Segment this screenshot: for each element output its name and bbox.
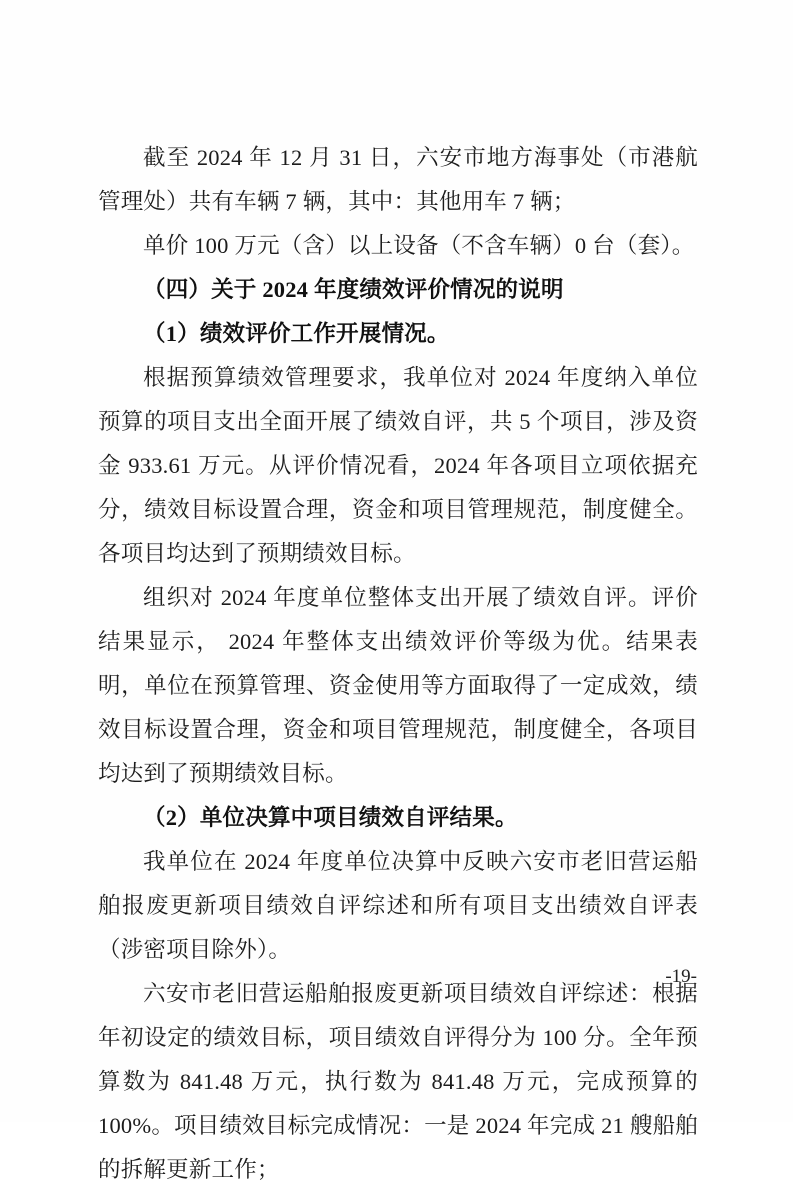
heading-performance-evaluation: （四）关于 2024 年度绩效评价情况的说明 — [143, 277, 564, 302]
paragraph-final-accounts-reflection: 我单位在 2024 年度单位决算中反映六安市老旧营运船舶报废更新项目绩效自评综述和所有项目支出绩效自评表（涉密项目除外）。 — [98, 849, 698, 962]
heading-final-accounts-results: （2）单位决算中项目绩效自评结果。 — [143, 805, 518, 830]
paragraph-ship-scrapping-summary: 六安市老旧营运船舶报废更新项目绩效自评综述：根据年初设定的绩效目标，项目绩效自评得分为 100 分。全年预算数为 841.48 万元，执行数为 841.48 万元，完成预算的 100%。项目绩效目标完成情况：一是 2024 年完成 21 艘船舶的拆解更新工作； — [98, 981, 698, 1182]
page-number: -19- — [665, 966, 697, 987]
document-body — [98, 136, 698, 1192]
paragraph-project-self-evaluation: 根据预算绩效管理要求，我单位对 2024 年度纳入单位预算的项目支出全面开展了绩效自评，共 5 个项目，涉及资金 933.61 万元。从评价情况看，2024 年各项目立项依据充分，绩效目标设置合理，资金和项目管理规范，制度健全。各项目均达到了预期绩效目标。 — [98, 365, 698, 566]
paragraph-overall-expenditure: 组织对 2024 年度单位整体支出开展了绩效自评。评价结果显示， 2024 年整体支出绩效评价等级为优。结果表明，单位在预算管理、资金使用等方面取得了一定成效，绩效目标设置合理，资金和项目管理规范，制度健全，各项目均达到了预期绩效目标。 — [98, 585, 698, 786]
paragraph-vehicle-count: 截至 2024 年 12 月 31 日，六安市地方海事处（市港航管理处）共有车辆 7 辆，其中：其他用车 7 辆； — [98, 145, 698, 214]
heading-evaluation-work: （1）绩效评价工作开展情况。 — [143, 321, 450, 346]
paragraph-equipment-count: 单价 100 万元（含）以上设备（不含车辆）0 台（套）。 — [143, 233, 695, 258]
